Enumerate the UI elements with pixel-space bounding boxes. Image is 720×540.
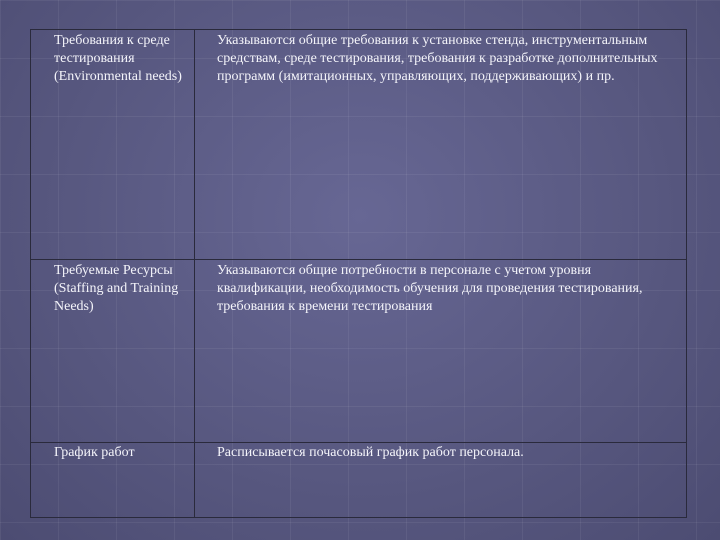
table-row	[31, 443, 687, 518]
row-name-cell: Требования к среде тестирования (Environmental needs)	[31, 30, 195, 260]
table-row	[31, 260, 687, 443]
row-description-cell: Указываются общие потребности в персонале с учетом уровня квалификации, необходимость обучения для проведения тестирования, требования к времени тестирования	[195, 260, 687, 443]
row-name-cell: График работ	[31, 443, 195, 518]
table-row	[31, 30, 687, 260]
requirements-table	[30, 29, 687, 518]
row-description-cell: Указываются общие требования к установке стенда, инструментальным средствам, среде тестирования, требования к разработке дополнительных программ (имитационных, управляющих, поддерживающих) и пр.	[195, 30, 687, 260]
row-name-cell: Требуемые Ресурсы (Staffing and Training Needs)	[31, 260, 195, 443]
row-description-cell: Расписывается почасовый график работ персонала.	[195, 443, 687, 518]
